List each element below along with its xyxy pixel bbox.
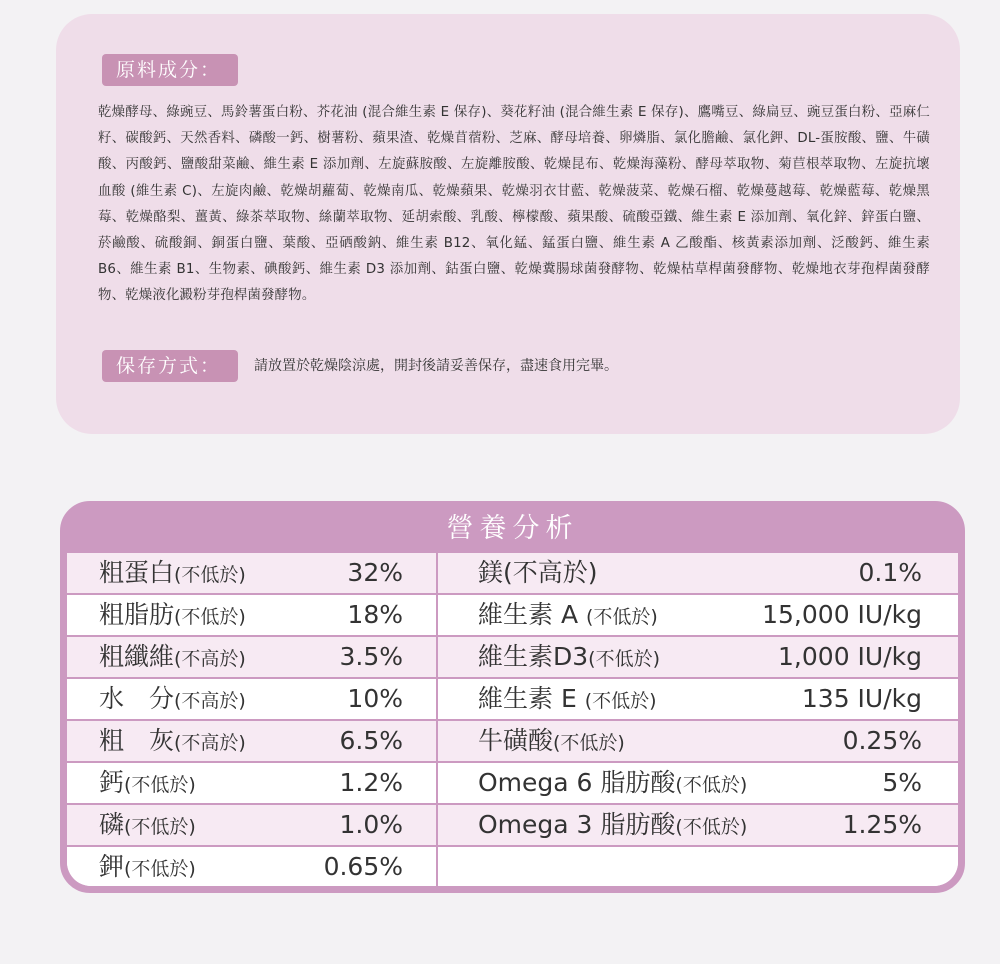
nutrient-value: 0.25% <box>842 726 922 755</box>
nutrient-value: 3.5% <box>339 642 403 671</box>
nutrition-card <box>60 501 965 893</box>
table-row <box>438 763 958 805</box>
table-row <box>438 721 958 763</box>
table-row <box>438 805 958 847</box>
nutrient-name: 鈣(不低於) <box>99 768 196 797</box>
table-row-empty <box>438 847 958 886</box>
nutrient-value: 1.0% <box>339 810 403 839</box>
nutrient-name: 磷(不低於) <box>99 810 196 839</box>
table-row <box>67 553 436 595</box>
nutrient-name: 鉀(不低於) <box>99 852 196 881</box>
ingredients-label: 原料成分： <box>102 54 238 86</box>
nutrient-value: 10% <box>347 684 403 713</box>
ingredients-card <box>56 14 960 434</box>
nutrient-value: 32% <box>347 558 403 587</box>
table-row <box>67 637 436 679</box>
nutrient-name: 粗纖維(不高於) <box>99 642 246 671</box>
nutrient-name: 鎂(不高於) <box>478 558 598 587</box>
nutrient-name: 維生素 E (不低於) <box>478 684 657 713</box>
nutrient-name: Omega 3 脂肪酸(不低於) <box>478 810 748 839</box>
nutrient-value: 1.2% <box>339 768 403 797</box>
nutrient-value: 18% <box>347 600 403 629</box>
nutrient-name: 粗 灰(不高於) <box>99 726 246 755</box>
nutrient-value: 0.1% <box>858 558 922 587</box>
nutrition-column-right <box>438 553 958 886</box>
nutrient-name: 維生素 A (不低於) <box>478 600 658 629</box>
nutrient-name: 粗脂肪(不低於) <box>99 600 246 629</box>
nutrient-value: 1,000 IU/kg <box>778 642 922 671</box>
table-row <box>67 595 436 637</box>
table-row <box>438 679 958 721</box>
nutrient-value: 5% <box>882 768 922 797</box>
nutrition-table <box>67 553 958 886</box>
table-row <box>67 721 436 763</box>
nutrition-title: 營養分析 <box>446 513 579 544</box>
storage-text: 請放置於乾燥陰涼處，開封後請妥善保存，盡速食用完畢。 <box>254 358 618 374</box>
nutrient-name: 牛磺酸(不低於) <box>478 726 625 755</box>
table-row <box>67 847 436 886</box>
nutrient-value: 135 IU/kg <box>801 684 922 713</box>
table-row <box>438 637 958 679</box>
nutrient-name: 維生素D3(不低於) <box>478 642 660 671</box>
storage-label: 保存方式： <box>102 350 238 382</box>
ingredients-text: 乾燥酵母、綠豌豆、馬鈴薯蛋白粉、芥花油 (混合維生素 E 保存)、葵花籽油 (混合維生素 E 保存)、鷹嘴豆、綠扁豆、豌豆蛋白粉、亞麻仁籽、碳酸鈣、天然香料、磷酸一鈣、樹薯粉、蘋果渣、乾燥苜蓿粉、芝麻、酵母培養、卵燐脂、氯化膽鹼、氯化鉀、DL-蛋胺酸、鹽、牛磺酸、丙酸鈣、鹽酸甜菜鹼、維生素 E 添加劑、左旋蘇胺酸、左旋離胺酸、乾燥昆布、乾燥海藻粉、酵母萃取物、菊苣根萃取物、左旋抗壞血酸 (維生素 C)、左旋肉鹼、乾燥胡蘿蔔、乾燥南瓜、乾燥蘋果、乾燥羽衣甘藍、乾燥菠菜、乾燥石榴、乾燥蔓越莓、乾燥藍莓、乾燥黑莓、乾燥酪梨、薑黃、綠茶萃取物、絲蘭萃取物、延胡索酸、乳酸、檸檬酸、蘋果酸、硫酸亞鐵、維生素 E 添加劑、氧化鋅、鋅蛋白鹽、菸鹼酸、硫酸銅、銅蛋白鹽、葉酸、亞硒酸鈉、維生素 B12、氧化錳、錳蛋白鹽、維生素 A 乙酸酯、核黃素添加劑、泛酸鈣、維生素 B6、維生素 B1、生物素、碘酸鈣、維生素 D3 添加劑、鈷蛋白鹽、乾燥糞腸球菌發酵物、乾燥枯草桿菌發酵物、乾燥地衣芽孢桿菌發酵物、乾燥液化澱粉芽孢桿菌發酵物。 <box>98 105 930 304</box>
nutrition-column-left <box>67 553 438 886</box>
table-row <box>67 679 436 721</box>
nutrient-name: 水 分(不高於) <box>99 684 246 713</box>
nutrient-name: 粗蛋白(不低於) <box>99 558 246 587</box>
nutrient-value: 0.65% <box>323 852 403 881</box>
nutrient-value: 6.5% <box>339 726 403 755</box>
table-row <box>438 595 958 637</box>
nutrient-name: Omega 6 脂肪酸(不低於) <box>478 768 748 797</box>
table-row <box>67 805 436 847</box>
nutrient-value: 1.25% <box>842 810 922 839</box>
nutrient-value: 15,000 IU/kg <box>762 600 922 629</box>
table-row <box>67 763 436 805</box>
table-row <box>438 553 958 595</box>
